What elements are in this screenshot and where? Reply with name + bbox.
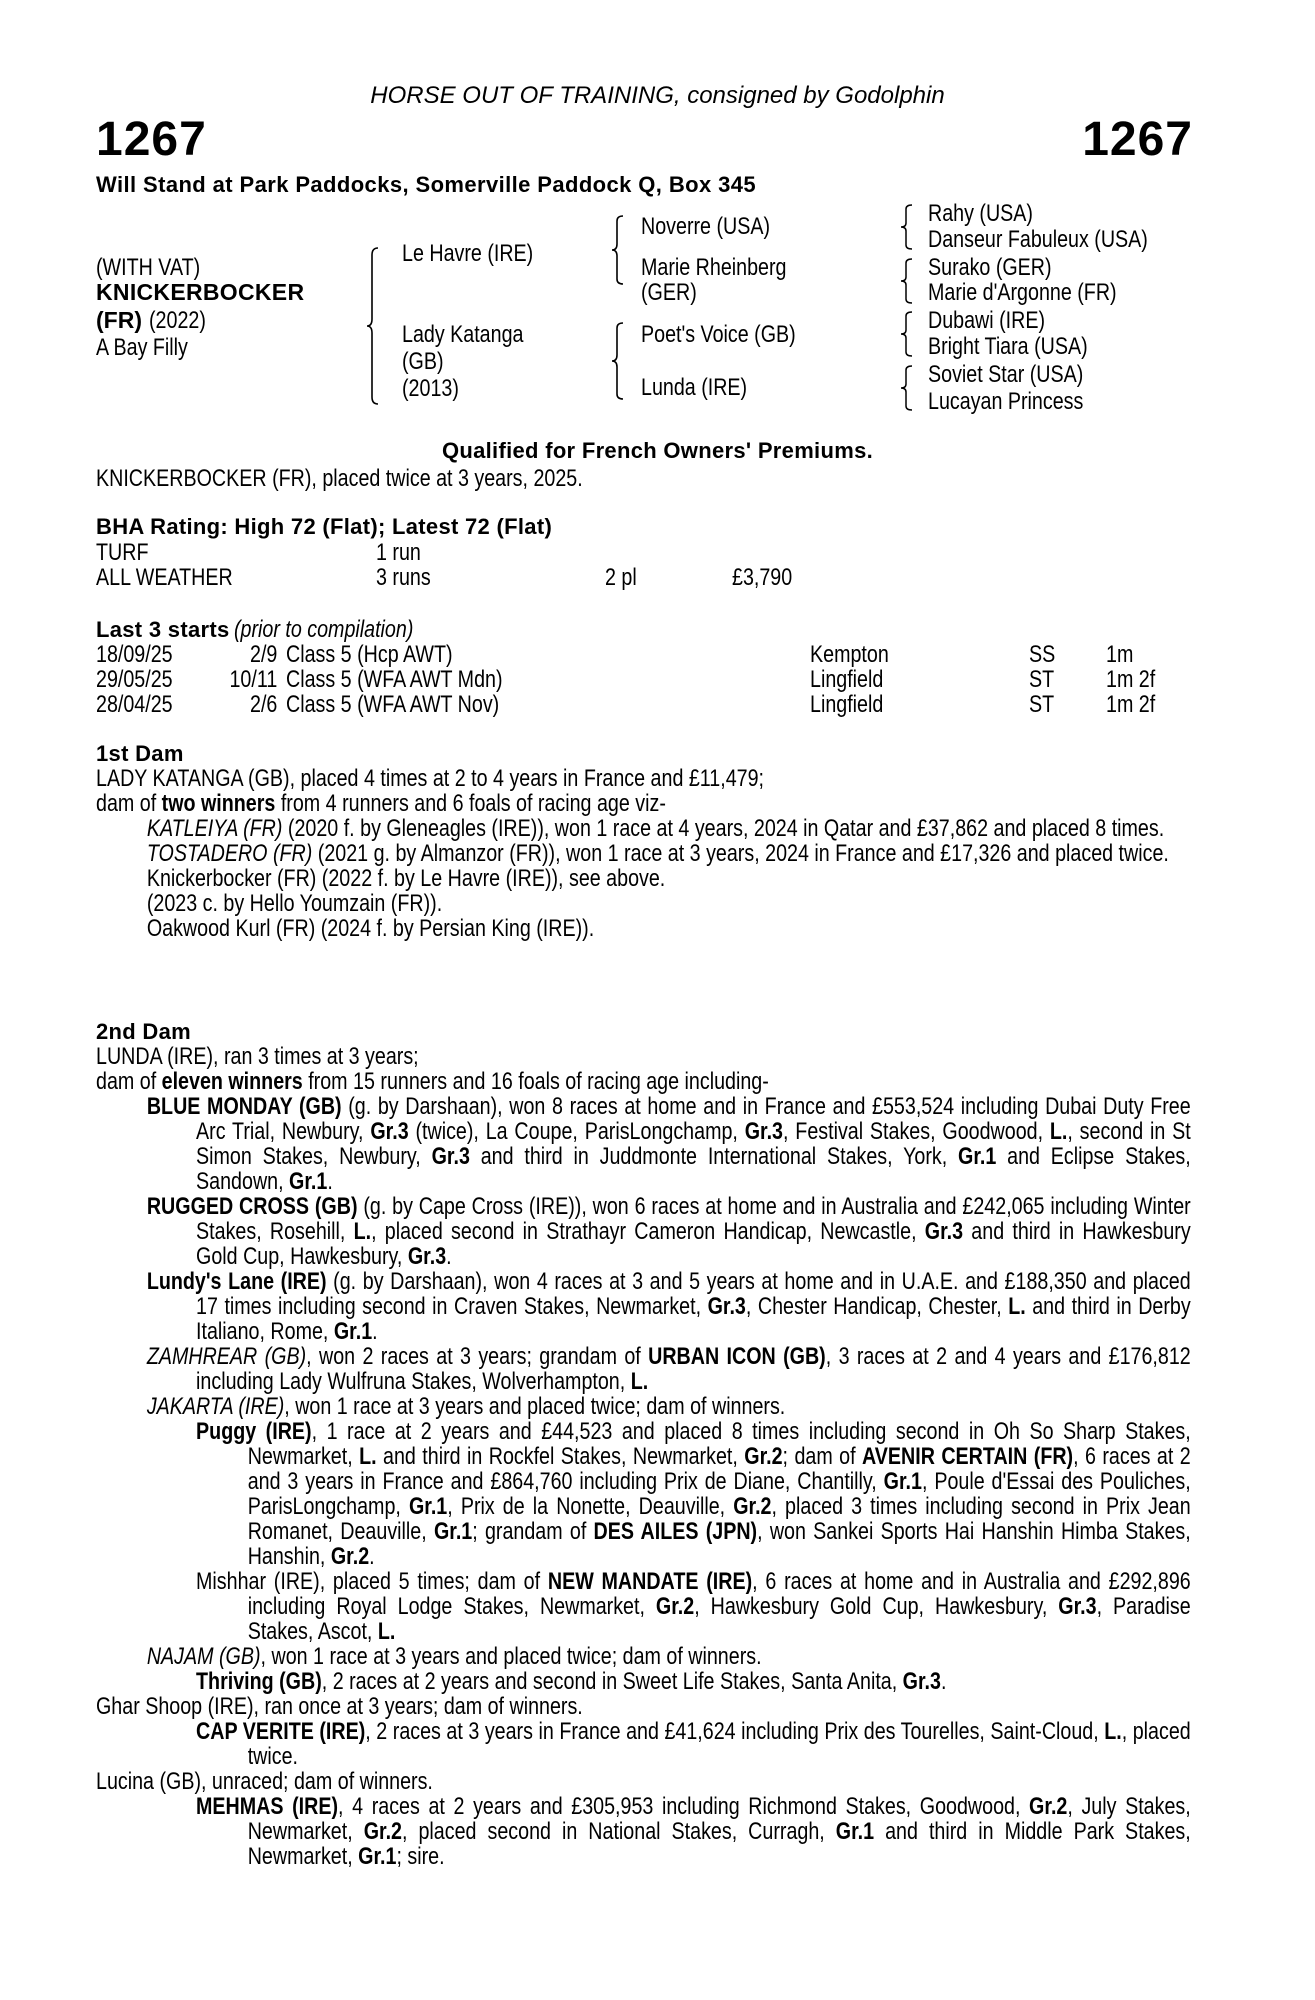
bold-text: NEW MANDATE (IRE) <box>547 1568 753 1595</box>
text: , placed second in Strathayr Cameron Handicap, Newcastle, <box>371 1218 925 1245</box>
gen3-5: Dubawi (IRE) <box>928 307 1046 334</box>
text: , Poule d'Essai des Pouliches, ParisLongchamp, <box>247 1468 1191 1520</box>
text: , 1 race at 2 years and £44,523 and placed 8 times including second in Oh So Sharp Stakes, Newmarket, <box>247 1418 1191 1470</box>
produce-record <box>96 916 1191 941</box>
text: , won 2 races at 3 years; grandam of <box>306 1343 649 1370</box>
brace-icon <box>900 204 914 250</box>
text: Oakwood Kurl (FR) (2024 f. by Persian King (IRE)). <box>146 915 595 942</box>
produce-record <box>96 1719 1191 1769</box>
text: from 15 runners and 16 foals of racing age including- <box>302 1068 769 1095</box>
bha-rating-heading: BHA Rating: High 72 (Flat); Latest 72 (Flat) <box>96 514 553 539</box>
text: ; grandam of <box>472 1518 594 1545</box>
text: , 6 races at home and in Australia and £292,896 including Royal Lodge Stakes, Newmarket, <box>247 1568 1191 1620</box>
lot-number-right: 1267 <box>1082 113 1193 166</box>
italic-text: TOSTADERO (FR) <box>146 840 313 867</box>
text: , won 1 race at 3 years and placed twice; dam of winners. <box>284 1393 786 1420</box>
start-pos: 2/9 <box>249 641 277 668</box>
start-dist: 1m <box>1106 641 1134 668</box>
text: (2020 f. by Gleneagles (IRE)), won 1 race at 4 years, 2024 in Qatar and £37,862 and placed 8 times. <box>282 815 1165 842</box>
rating-runs: 3 runs <box>376 564 431 591</box>
text: (twice), La Coupe, ParisLongchamp, <box>408 1118 745 1145</box>
start-going: ST <box>1029 666 1055 693</box>
bold-text: Puggy (IRE) <box>196 1418 312 1445</box>
bold-text: Gr.1 <box>333 1318 373 1345</box>
produce-record <box>96 1694 1191 1719</box>
produce-record <box>96 816 1191 841</box>
text: , 4 races at 2 years and £305,953 including Richmond Stakes, Goodwood, <box>338 1793 1030 1820</box>
text: and third in Juddmonte International Stakes, York, <box>469 1143 959 1170</box>
dam-line-2: (GB) <box>402 348 444 375</box>
gen3-1: Rahy (USA) <box>928 200 1033 227</box>
produce-record <box>96 1769 1191 1794</box>
sire-dam-1: Marie Rheinberg <box>641 254 787 281</box>
rating-placed: 2 pl <box>605 564 637 591</box>
text: , Hawkesbury Gold Cup, Hawkesbury, <box>694 1593 1059 1620</box>
start-race: Class 5 (WFA AWT Nov) <box>286 691 500 718</box>
bold-text: Gr.2 <box>1029 1793 1068 1820</box>
rating-runs: 1 run <box>376 539 421 566</box>
horse-year: (2022) <box>148 307 206 334</box>
bold-text: L. <box>353 1218 372 1245</box>
start-course: Lingfield <box>810 691 884 718</box>
bold-text: Gr.1 <box>358 1843 397 1870</box>
bold-text: Gr.1 <box>958 1143 997 1170</box>
text: (g. by Darshaan), won 8 races at home and in France and £553,524 including Dubai Duty Free Arc Trial, Newbury, <box>196 1093 1191 1145</box>
text: from 4 runners and 6 foals of racing age viz- <box>275 790 666 817</box>
dam-line-1: Lady Katanga <box>402 321 524 348</box>
bold-text: Gr.3 <box>707 1293 746 1320</box>
bold-text: L. <box>630 1368 649 1395</box>
produce-record <box>96 1419 1191 1569</box>
text: , 2 races at 3 years in France and £41,624 including Prix des Tourelles, Saint-Cloud, <box>365 1718 1105 1745</box>
produce-record <box>96 1069 1191 1094</box>
bold-text: Gr.3 <box>744 1118 784 1145</box>
produce-record <box>96 1344 1191 1394</box>
bold-text: L. <box>359 1443 377 1470</box>
gen3-6: Bright Tiara (USA) <box>928 333 1088 360</box>
brace-icon <box>611 215 625 285</box>
produce-record <box>96 1794 1191 1869</box>
bold-text: AVENIR CERTAIN (FR) <box>862 1443 1074 1470</box>
start-dist: 1m 2f <box>1106 666 1156 693</box>
text: , placed second in National Stakes, Curragh, <box>402 1818 836 1845</box>
brace-icon <box>611 322 625 400</box>
start-pos: 10/11 <box>229 666 277 693</box>
text: LADY KATANGA (GB), placed 4 times at 2 to 4 years in France and £11,479; <box>96 765 765 792</box>
bold-text: Gr.3 <box>431 1143 470 1170</box>
last-starts-note: (prior to compilation) <box>233 616 414 643</box>
start-race: Class 5 (Hcp AWT) <box>286 641 453 668</box>
stand-location: Will Stand at Park Paddocks, Somerville Paddock Q, Box 345 <box>96 172 757 197</box>
last-starts-heading: Last 3 starts <box>96 617 230 642</box>
first-dam-heading: 1st Dam <box>96 741 184 766</box>
produce-record <box>96 891 1191 916</box>
text: ; sire. <box>396 1843 445 1870</box>
italic-text: KATLEIYA (FR) <box>146 815 283 842</box>
horse-description: A Bay Filly <box>96 334 188 361</box>
bold-text: MEHMAS (IRE) <box>196 1793 339 1820</box>
produce-record <box>96 1669 1191 1694</box>
text: , won 1 race at 3 years and placed twice; dam of winners. <box>260 1643 762 1670</box>
consignment-line: HORSE OUT OF TRAINING, consigned by Godolphin <box>370 82 945 109</box>
text: Mishhar (IRE), placed 5 times; dam of <box>196 1568 548 1595</box>
bold-text: URBAN ICON (GB) <box>648 1343 826 1370</box>
bold-text: Gr.1 <box>289 1168 328 1195</box>
produce-record <box>96 841 1191 866</box>
text: , placed twice. <box>247 1718 1191 1770</box>
text: Knickerbocker (FR) (2022 f. by Le Havre (IRE)), see above. <box>146 865 666 892</box>
text: dam of <box>96 1068 162 1095</box>
start-date: 29/05/25 <box>96 666 173 693</box>
start-race: Class 5 (WFA AWT Mdn) <box>286 666 503 693</box>
first-dam-section <box>96 766 1191 941</box>
produce-record <box>96 1569 1191 1644</box>
text: (g. by Cape Cross (IRE)), won 6 races at home and in Australia and £242,065 including Winter Stakes, Rosehill, <box>196 1193 1191 1245</box>
text: , 6 races at 2 and 3 years in France and £864,760 including Prix de Diane, Chantilly, <box>247 1443 1191 1495</box>
start-pos: 2/6 <box>249 691 277 718</box>
produce-record <box>96 1044 1191 1069</box>
produce-record <box>96 1394 1191 1419</box>
bold-text: Gr.1 <box>408 1493 448 1520</box>
text: , won Sankei Sports Hai Hanshin Himba Stakes, Hanshin, <box>247 1518 1191 1570</box>
start-course: Lingfield <box>810 666 884 693</box>
bold-text: L. <box>1049 1118 1068 1145</box>
bold-text: Lundy's Lane (IRE) <box>146 1268 327 1295</box>
dam-line-3: (2013) <box>402 375 459 402</box>
sire-sire: Noverre (USA) <box>641 213 771 240</box>
rating-surface: TURF <box>96 539 149 566</box>
text: , 3 races at 2 and 4 years and £176,812 including Lady Wulfruna Stakes, Wolverhampton, <box>196 1343 1191 1395</box>
rating-surface: ALL WEATHER <box>96 564 233 591</box>
text: , second in St Simon Stakes, Newbury, <box>196 1118 1191 1170</box>
gen3-7: Soviet Star (USA) <box>928 361 1084 388</box>
race-summary: KNICKERBOCKER (FR), placed twice at 3 years, 2025. <box>96 465 583 492</box>
start-going: ST <box>1029 691 1055 718</box>
horse-name: KNICKERBOCKER <box>96 279 305 305</box>
produce-record <box>96 1194 1191 1269</box>
bold-text: L. <box>377 1618 396 1645</box>
produce-record <box>96 1094 1191 1194</box>
produce-record <box>96 1644 1191 1669</box>
produce-record <box>96 791 1191 816</box>
text: , Chester Handicap, Chester, <box>745 1293 1009 1320</box>
bold-text: Gr.3 <box>1058 1593 1097 1620</box>
bold-text: Gr.3 <box>924 1218 964 1245</box>
bold-text: eleven winners <box>161 1068 303 1095</box>
bold-text: L. <box>1008 1293 1026 1320</box>
text: and third in Hawkesbury Gold Cup, Hawkesbury, <box>196 1218 1191 1270</box>
bold-text: Gr.2 <box>733 1493 772 1520</box>
bold-text: Gr.2 <box>655 1593 695 1620</box>
text: and third in Rockfel Stakes, Newmarket, <box>376 1443 745 1470</box>
text: dam of <box>96 790 162 817</box>
bold-text: RUGGED CROSS (GB) <box>146 1193 358 1220</box>
text: . <box>446 1243 452 1270</box>
bold-text: Gr.1 <box>883 1468 922 1495</box>
bold-text: Gr.3 <box>407 1243 447 1270</box>
brace-icon <box>366 247 380 405</box>
text: (g. by Darshaan), won 4 races at 3 and 5 years at home and in U.A.E. and £188,350 and placed 17 times including second in Craven Stakes, Newmarket, <box>196 1268 1191 1320</box>
bold-text: Gr.3 <box>370 1118 409 1145</box>
brace-icon <box>900 365 914 411</box>
dam-sire: Poet's Voice (GB) <box>641 321 796 348</box>
gen3-3: Surako (GER) <box>928 254 1052 281</box>
text: , Prix de la Nonette, Deauville, <box>447 1493 734 1520</box>
text: Ghar Shoop (IRE), ran once at 3 years; dam of winners. <box>96 1693 583 1720</box>
brace-icon <box>900 311 914 357</box>
italic-text: NAJAM (GB) <box>146 1643 261 1670</box>
italic-text: ZAMHREAR (GB) <box>146 1343 307 1370</box>
sire-dam-2: (GER) <box>641 279 697 306</box>
premiums-qualification: Qualified for French Owners' Premiums. <box>441 438 874 463</box>
text: . <box>372 1318 378 1345</box>
start-course: Kempton <box>810 641 889 668</box>
italic-text: JAKARTA (IRE) <box>146 1393 285 1420</box>
text: and third in Middle Park Stakes, Newmarket, <box>247 1818 1191 1870</box>
sire: Le Havre (IRE) <box>402 240 534 267</box>
brace-icon <box>900 258 914 304</box>
bold-text: Gr.3 <box>902 1668 941 1695</box>
bold-text: BLUE MONDAY (GB) <box>146 1093 342 1120</box>
bold-text: Gr.2 <box>330 1543 370 1570</box>
rating-earnings: £3,790 <box>732 564 793 591</box>
produce-record <box>96 766 1191 791</box>
text: . <box>940 1668 947 1695</box>
text: Lucina (GB), unraced; dam of winners. <box>96 1768 433 1795</box>
text: . <box>369 1543 375 1570</box>
lot-number-left: 1267 <box>96 113 207 166</box>
text: . <box>327 1168 333 1195</box>
bold-text: CAP VERITE (IRE) <box>196 1718 366 1745</box>
start-date: 28/04/25 <box>96 691 173 718</box>
bold-text: Gr.1 <box>433 1518 473 1545</box>
text: (2023 c. by Hello Youmzain (FR)). <box>146 890 443 917</box>
text: ; dam of <box>782 1443 863 1470</box>
text: , Paradise Stakes, Ascot, <box>247 1593 1191 1645</box>
bold-text: Gr.1 <box>835 1818 875 1845</box>
text: , placed 3 times including second in Prix Jean Romanet, Deauville, <box>247 1493 1191 1545</box>
second-dam-section <box>96 1044 1191 1869</box>
text: and Eclipse Stakes, Sandown, <box>196 1143 1191 1195</box>
text: and third in Derby Italiano, Rome, <box>196 1293 1191 1345</box>
text: , 2 races at 2 years and second in Sweet Life Stakes, Santa Anita, <box>321 1668 903 1695</box>
bold-text: two winners <box>161 790 276 817</box>
gen3-4: Marie d'Argonne (FR) <box>928 279 1117 306</box>
vat-label: (WITH VAT) <box>96 254 201 281</box>
start-date: 18/09/25 <box>96 641 173 668</box>
bold-text: Gr.2 <box>363 1818 403 1845</box>
text: , July Stakes, Newmarket, <box>247 1793 1191 1845</box>
gen3-2: Danseur Fabuleux (USA) <box>928 226 1148 253</box>
text: , Festival Stakes, Goodwood, <box>783 1118 1050 1145</box>
dam-dam: Lunda (IRE) <box>641 374 748 401</box>
start-dist: 1m 2f <box>1106 691 1156 718</box>
text: LUNDA (IRE), ran 3 times at 3 years; <box>96 1043 419 1070</box>
start-going: SS <box>1029 641 1056 668</box>
second-dam-heading: 2nd Dam <box>96 1019 192 1044</box>
bold-text: Thriving (GB) <box>196 1668 322 1695</box>
bold-text: DES AILES (JPN) <box>593 1518 758 1545</box>
gen3-8: Lucayan Princess <box>928 388 1084 415</box>
bold-text: L. <box>1104 1718 1122 1745</box>
produce-record <box>96 866 1191 891</box>
horse-country: (FR) <box>96 307 142 333</box>
bold-text: Gr.2 <box>744 1443 783 1470</box>
produce-record <box>96 1269 1191 1344</box>
text: (2021 g. by Almanzor (FR)), won 1 race at 3 years, 2024 in France and £17,326 and placed twice. <box>312 840 1169 867</box>
